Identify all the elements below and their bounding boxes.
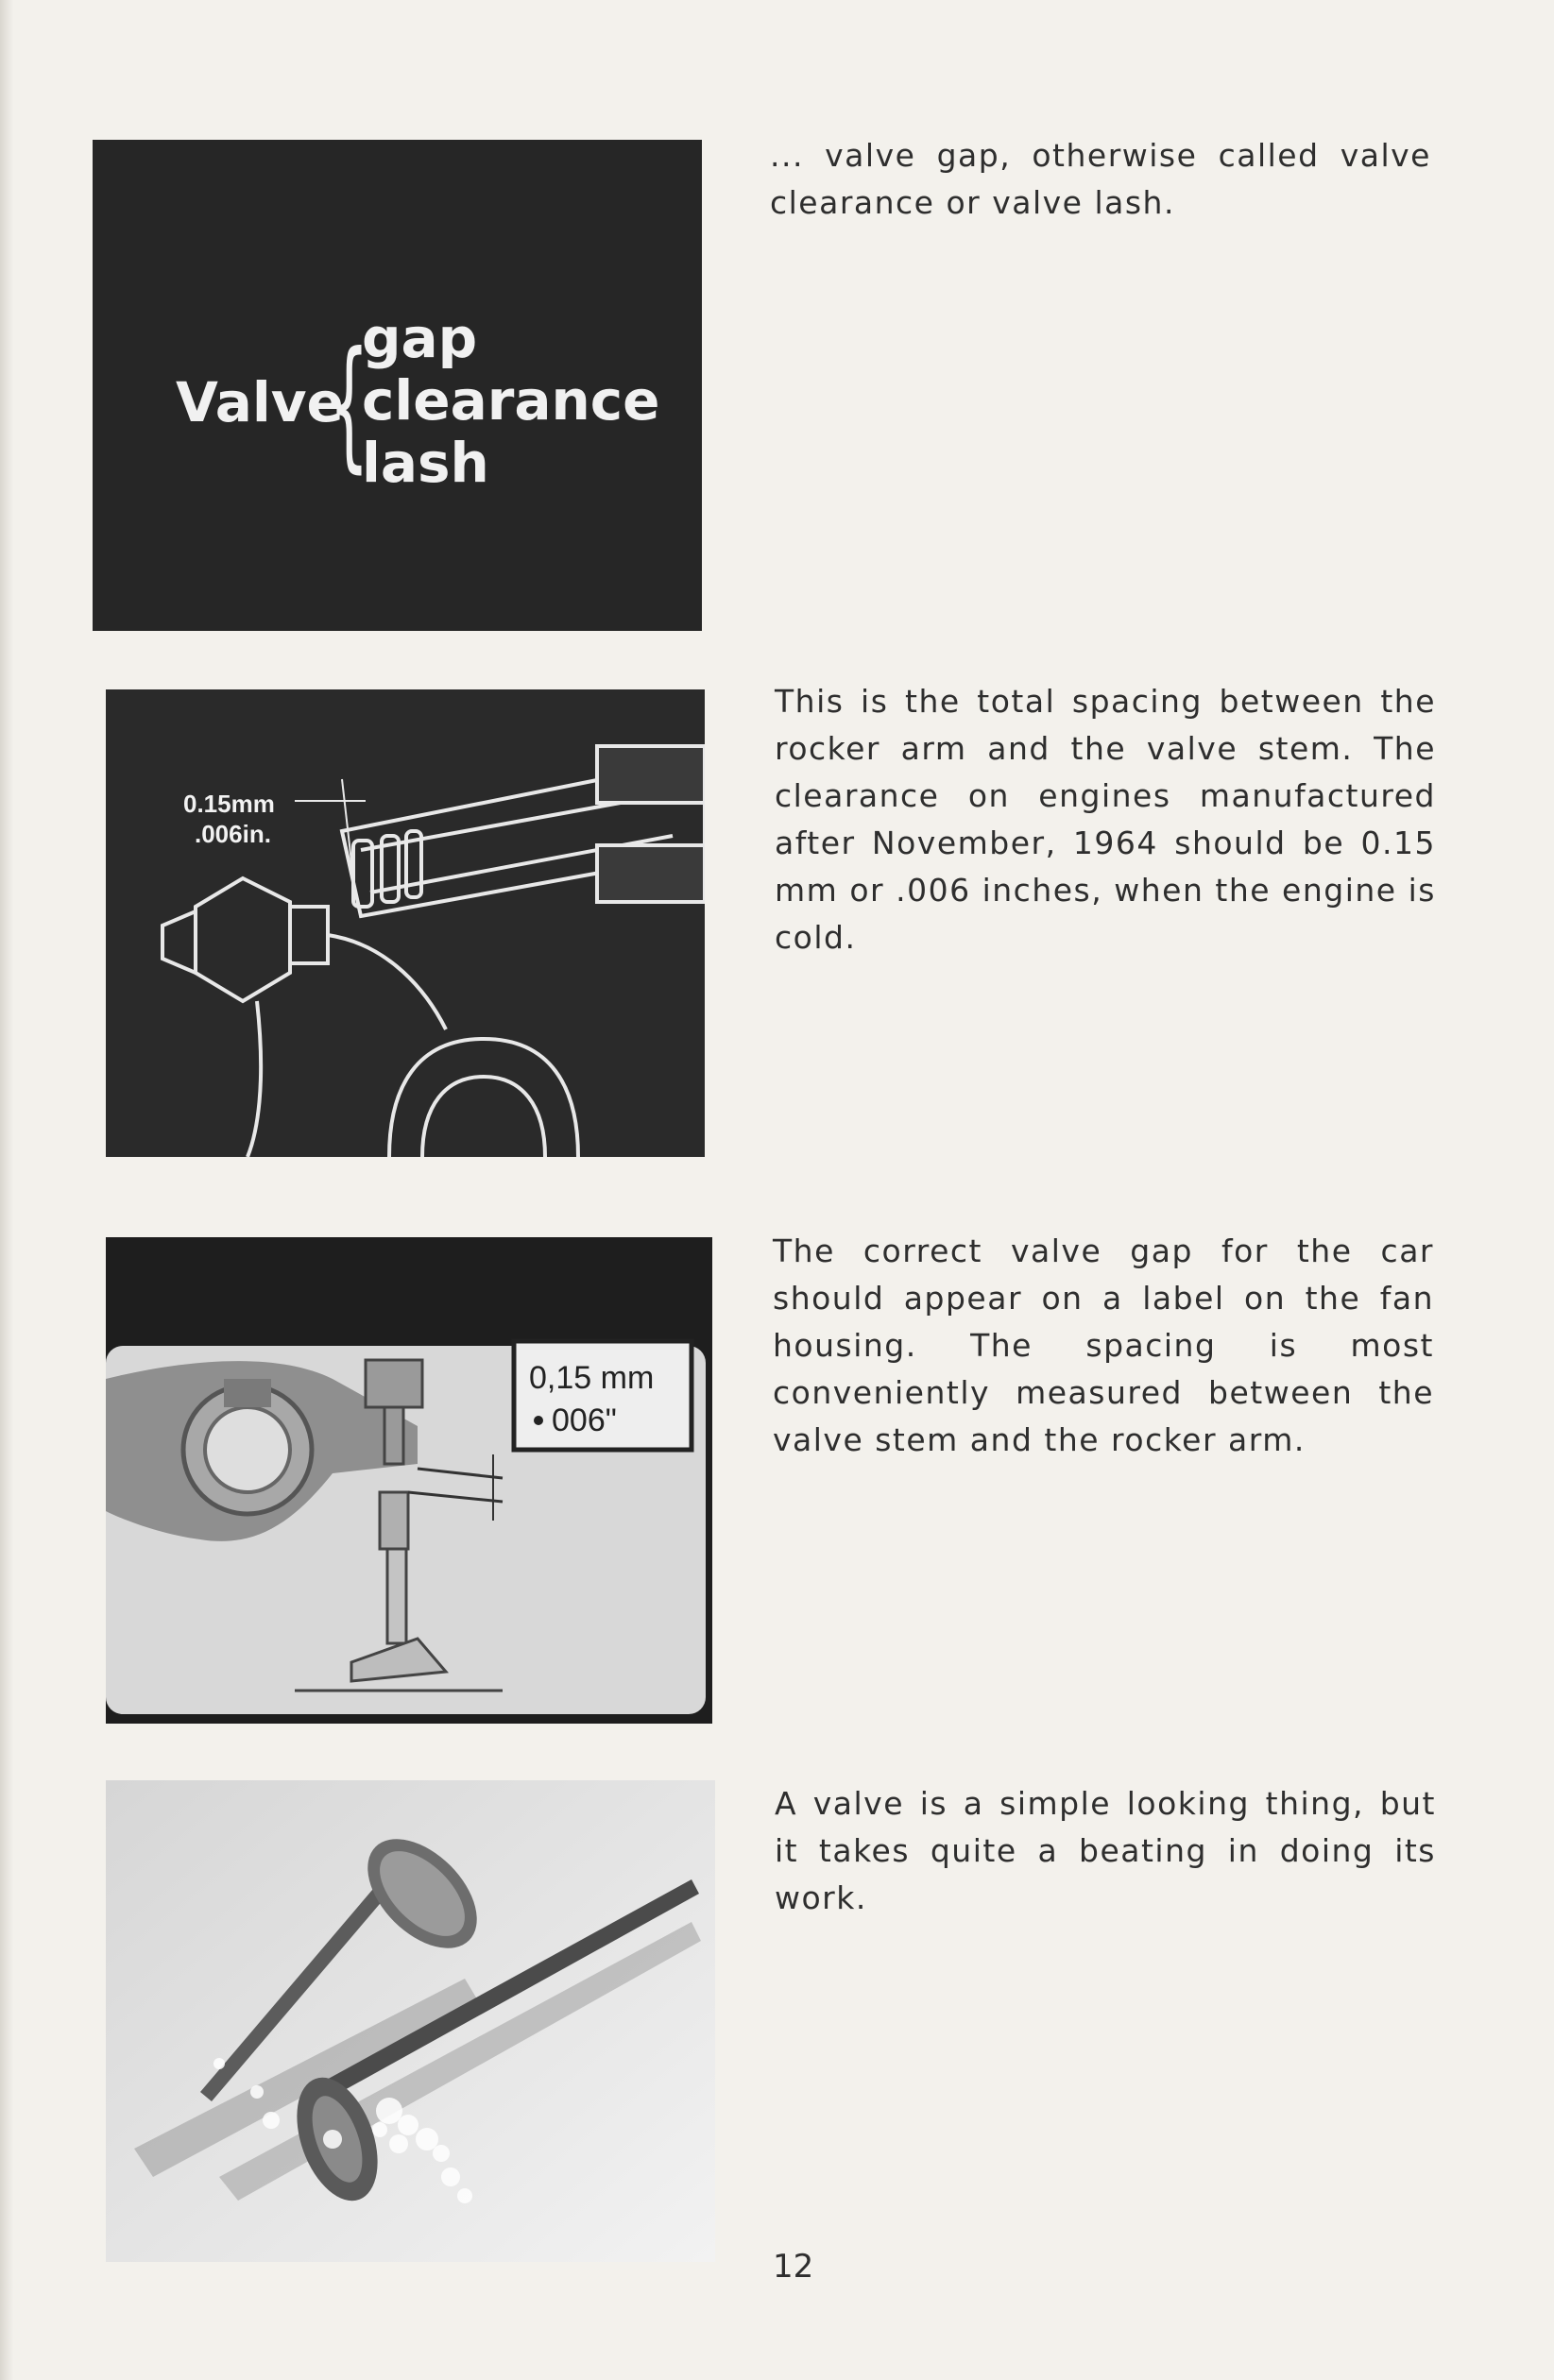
rocker-arm-diagram: [106, 689, 705, 1157]
title-card-term-lash: lash: [362, 431, 489, 495]
title-card-word: Valve: [176, 370, 344, 434]
valves-photo: [106, 1780, 715, 2262]
title-card-brace: {: [329, 322, 369, 486]
valves-photo-panel: [106, 1780, 715, 2262]
title-card-term-gap: gap: [362, 306, 478, 370]
diagram-imperial-label: .006in.: [195, 820, 271, 848]
page-number: 12: [773, 2248, 814, 2286]
caption-correct-gap: The correct valve gap for the car should appear on a label on the fan housing. The spacing is most conveniently measured between the valve stem and the rocker arm.: [773, 1232, 1434, 1458]
rocker-arm-diagram-panel: [106, 689, 705, 1157]
diagram-metric-label: 0.15mm: [183, 790, 275, 818]
title-card-term-clearance: clearance: [362, 368, 660, 433]
fan-housing-label-photo-panel: [106, 1237, 712, 1724]
caption-total-spacing: This is the total spacing between the rocker arm and the valve stem. The clearance on engines manufactured after November, 1964 should be 0.15 mm or .006 inches, when the engine is cold.: [775, 683, 1436, 956]
photo-bullet-dot: [534, 1416, 543, 1425]
caption-valve-gap: ... valve gap, otherwise called valve clearance or valve lash.: [770, 137, 1431, 221]
photo-metric-label: 0,15 mm: [529, 1360, 655, 1396]
title-card-panel: [93, 140, 702, 631]
photo-imperial-label: 006": [552, 1402, 617, 1438]
page-binding-edge: [0, 0, 13, 2380]
fan-housing-label-photo: [106, 1237, 712, 1724]
caption-valve-beating: A valve is a simple looking thing, but it takes quite a beating in doing its work.: [775, 1785, 1436, 1916]
